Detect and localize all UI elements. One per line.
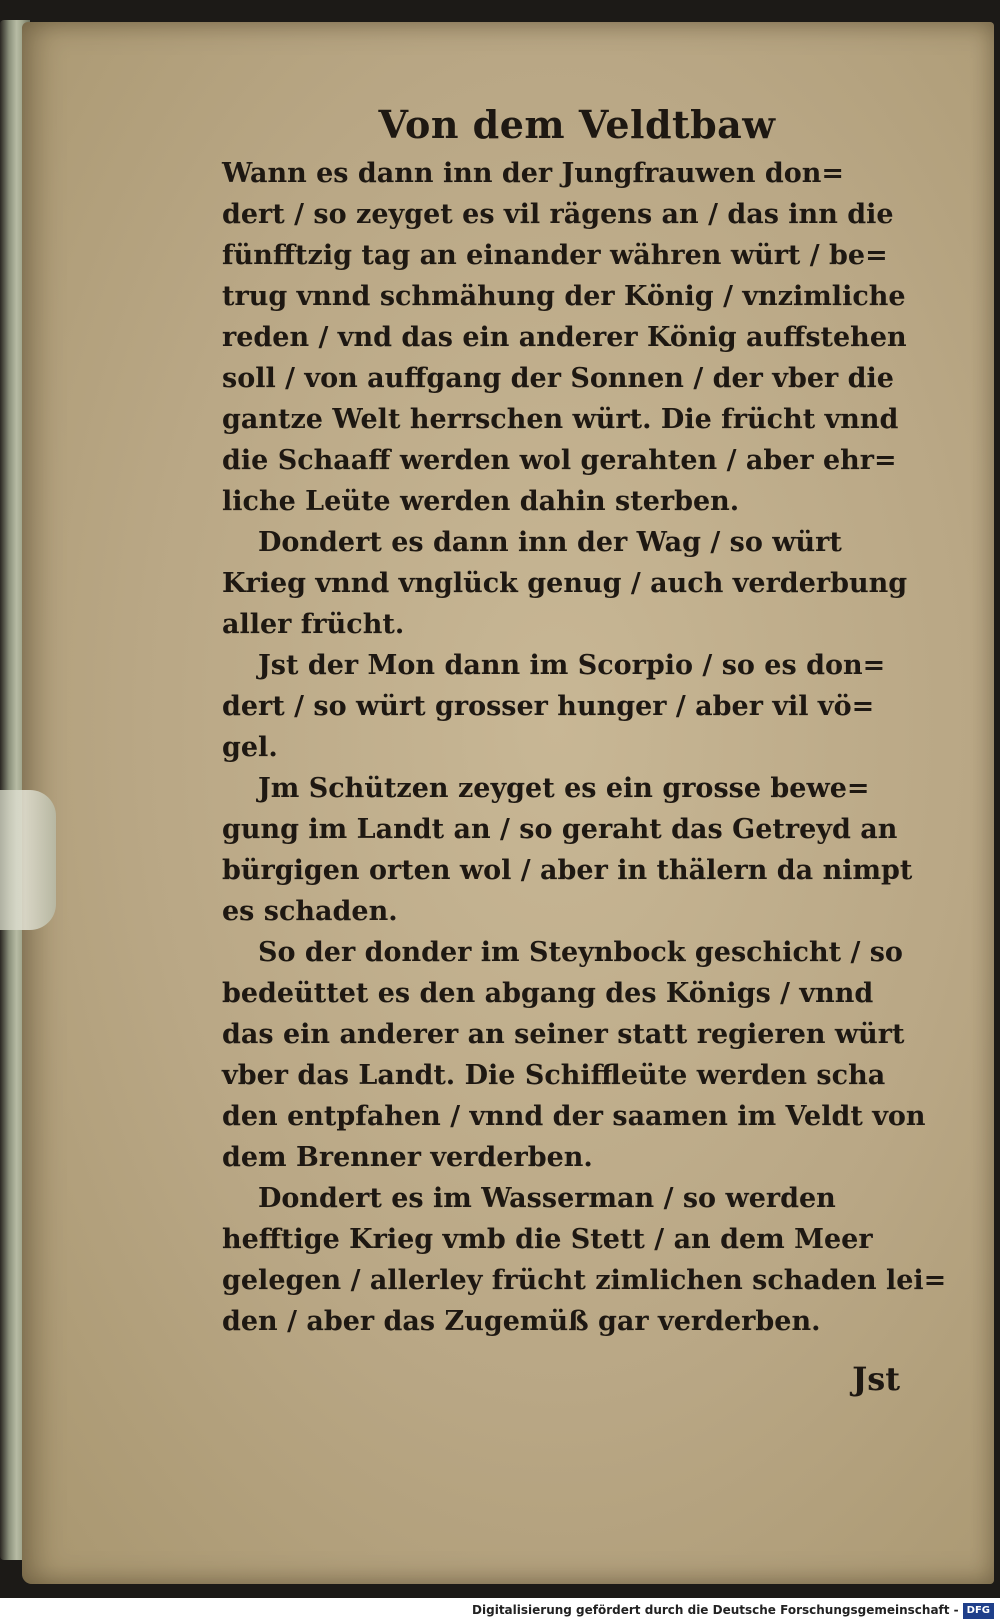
paper-page (22, 22, 994, 1584)
catchword: Jst (852, 1360, 900, 1398)
text-line: es schaden. (222, 896, 398, 927)
text-line: soll / von auffgang der Sonnen / der vber die (222, 363, 894, 394)
text-line: bedeüttet es den abgang des Königs / vnnd (222, 978, 874, 1009)
text-line: Wann es dann inn der Jungfrauwen don= (222, 158, 845, 189)
text-line: bürgigen orten wol / aber in thälern da nimpt (222, 855, 913, 886)
book-clasp (0, 790, 56, 930)
text-line: aller frücht. (222, 609, 405, 640)
text-line: gantze Welt herrschen würt. Die frücht vnnd (222, 404, 899, 435)
dfg-logo-badge: DFG (963, 1603, 994, 1619)
text-line: fünfftzig tag an einander währen würt / be= (222, 240, 888, 271)
paragraph-2 (222, 522, 912, 645)
text-line: die Schaaff werden wol gerahten / aber ehr= (222, 445, 897, 476)
text-line: dem Brenner verderben. (222, 1142, 593, 1173)
text-line: reden / vnd das ein anderer König auffstehen (222, 322, 907, 353)
text-line: Dondert es im Wasserman / so werden (258, 1183, 836, 1214)
paragraph-1 (222, 153, 912, 522)
text-line: Jm Schützen zeyget es ein grosse bewe= (258, 773, 870, 804)
digitization-credit-bar (0, 1598, 1000, 1622)
text-line: gelegen / allerley frücht zimlichen schaden lei= (222, 1265, 947, 1296)
paragraph-5 (222, 932, 926, 1178)
text-line: dert / so würt grosser hunger / aber vil vö= (222, 691, 875, 722)
text-line: hefftige Krieg vmb die Stett / an dem Meer (222, 1224, 873, 1255)
paragraph-6 (222, 1178, 947, 1342)
running-head: Von dem Veldtbaw (378, 102, 776, 147)
text-line: So der donder im Steynbock geschicht / so (258, 937, 903, 968)
paragraph-4 (222, 768, 912, 932)
text-line: Krieg vnnd vnglück genug / auch verderbung (222, 568, 908, 599)
paragraph-3 (222, 645, 912, 768)
text-line: vber das Landt. Die Schiffleüte werden scha (222, 1060, 886, 1091)
text-line: den entpfahen / vnnd der saamen im Veldt von (222, 1101, 926, 1132)
text-line: gel. (222, 732, 278, 763)
text-line: den / aber das Zugemüß gar verderben. (222, 1306, 821, 1337)
text-line: liche Leüte werden dahin sterben. (222, 486, 740, 517)
text-line: das ein anderer an seiner statt regieren würt (222, 1019, 905, 1050)
credit-text: Digitalisierung gefördert durch die Deutsche Forschungsgemeinschaft - (472, 1603, 959, 1617)
text-line: trug vnnd schmähung der König / vnzimliche (222, 281, 906, 312)
text-block (222, 102, 947, 1398)
text-line: gung im Landt an / so geraht das Getreyd an (222, 814, 898, 845)
text-line: dert / so zeyget es vil rägens an / das inn die (222, 199, 894, 230)
text-line: Jst der Mon dann im Scorpio / so es don= (258, 650, 886, 681)
text-line: Dondert es dann inn der Wag / so würt (258, 527, 842, 558)
